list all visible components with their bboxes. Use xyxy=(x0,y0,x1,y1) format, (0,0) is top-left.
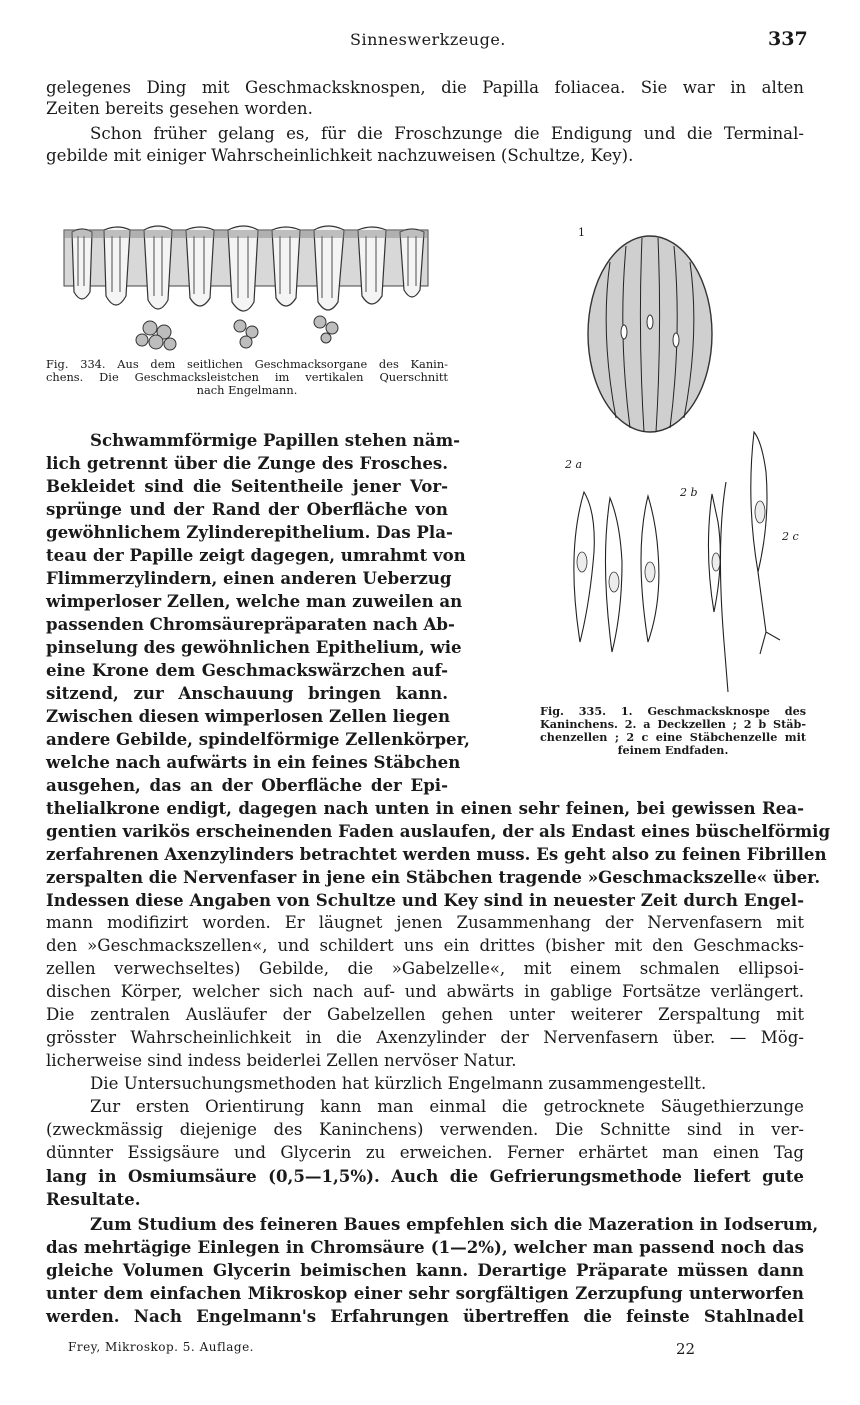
text-line: grösster Wahrscheinlichkeit in die Axenzylinder der Nervenfasern über. — Mög- xyxy=(46,1028,804,1047)
footer-source: Frey, Mikroskop. 5. Auflage. xyxy=(68,1340,254,1354)
text-line: den »Geschmackszellen«, und schildert uns ein drittes (bisher mit den Geschmacks- xyxy=(46,936,804,955)
text-line: gebilde mit einiger Wahrscheinlichkeit nachzuweisen (Schultze, Key). xyxy=(46,146,634,165)
caption-line: Kaninchens. 2. a Deckzellen ; 2 b Stäb- xyxy=(540,717,806,731)
figure-335-label-2b: 2 b xyxy=(680,486,698,499)
text-line: sprünge und der Rand der Oberfläche von xyxy=(46,499,448,519)
text-line: Zeiten bereits gesehen worden. xyxy=(46,99,313,118)
text-line: Flimmerzylindern, einen anderen Ueberzug xyxy=(46,568,452,588)
text-line: werden. Nach Engelmann's Erfahrungen übertreffen die feinste Stahlnadel xyxy=(46,1306,804,1326)
text-line: gleiche Volumen Glycerin beimischen kann. Derartige Präparate müssen dann xyxy=(46,1260,804,1280)
caption-line: chens. Die Geschmacksleistchen im vertikalen Querschnitt xyxy=(46,370,448,384)
running-head xyxy=(0,30,860,54)
text-line: (zweckmässig diejenige des Kaninchens) verwenden. Die Schnitte sind in ver- xyxy=(46,1120,804,1139)
text-line: Bekleidet sind die Seitentheile jener Vor- xyxy=(46,476,448,496)
text-line: passenden Chromsäurepräparaten nach Ab- xyxy=(46,614,455,634)
text-line: Zum Studium des feineren Baues empfehlen sich die Mazeration in Iodserum, xyxy=(90,1214,819,1234)
text-line: lang in Osmiumsäure (0,5—1,5%). Auch die Gefrierungsmethode liefert gute xyxy=(46,1166,804,1186)
text-line: Resultate. xyxy=(46,1189,141,1209)
footer-signature: 22 xyxy=(676,1340,696,1358)
caption-line: chenzellen ; 2 c eine Stäbchenzelle mit xyxy=(540,730,806,744)
text-line: lich getrennt über die Zunge des Frosches. xyxy=(46,453,448,473)
page-number: 337 xyxy=(768,28,808,50)
text-line: gentien varikös erscheinenden Faden auslaufen, der als Endast eines büschelförmig xyxy=(46,821,831,841)
text-line: dischen Körper, welcher sich nach auf- und abwärts in gablige Fortsätze verlängert. xyxy=(46,982,804,1001)
figure-335-label-2c: 2 c xyxy=(782,530,799,543)
text-line: gewöhnlichem Zylinderepithelium. Das Pla- xyxy=(46,522,453,542)
text-line: mann modifizirt worden. Er läugnet jenen Zusammenhang der Nervenfasern mit xyxy=(46,913,804,932)
text-line: Die zentralen Ausläufer der Gabelzellen gehen unter weiterer Zerspaltung mit xyxy=(46,1005,804,1024)
text-line: zerspalten die Nervenfaser in jene ein Stäbchen tragende »Geschmackszelle« über. xyxy=(46,867,821,887)
text-line: andere Gebilde, spindelförmige Zellenkörper, xyxy=(46,729,470,749)
text-line: ausgehen, das an der Oberfläche der Epi- xyxy=(46,775,448,795)
caption-line: Fig. 334. Aus dem seitlichen Geschmacksorgane des Kanin- xyxy=(46,357,448,371)
figure-334-illustration xyxy=(60,222,432,354)
text-line: das mehrtägige Einlegen in Chromsäure (1—2%), welcher man passend noch das xyxy=(46,1237,804,1257)
text-line: zerfahrenen Axenzylinders betrachtet werden muss. Es geht also zu feinen Fibrillen xyxy=(46,844,827,864)
text-line: wimperloser Zellen, welche man zuweilen an xyxy=(46,591,463,611)
text-line: Schwammförmige Papillen stehen näm- xyxy=(90,430,461,450)
figure-335-label-1: 1 xyxy=(578,226,585,239)
text-line: Die Untersuchungsmethoden hat kürzlich Engelmann zusammengestellt. xyxy=(90,1074,707,1093)
text-line: teau der Papille zeigt dagegen, umrahmt von xyxy=(46,545,466,565)
text-line: dünnter Essigsäure und Glycerin zu erweichen. Ferner erhärtet man einen Tag xyxy=(46,1143,804,1162)
text-line: Zur ersten Orientirung kann man einmal die getrocknete Säugethierzunge xyxy=(90,1097,804,1116)
text-line: gelegenes Ding mit Geschmacksknospen, die Papilla foliacea. Sie war in alten xyxy=(46,78,804,97)
text-line: licherweise sind indess beiderlei Zellen nervöser Natur. xyxy=(46,1051,517,1070)
text-line: pinselung des gewöhnlichen Epithelium, wie xyxy=(46,637,462,657)
caption-line: feinem Endfaden. xyxy=(617,743,729,757)
figure-335-caption xyxy=(540,705,806,757)
caption-line: Fig. 335. 1. Geschmacksknospe des xyxy=(540,704,806,718)
text-line: thelialkrone endigt, dagegen nach unten in einen sehr feinen, bei gewissen Rea- xyxy=(46,798,804,818)
text-line: zellen verwechseltes) Gebilde, die »Gabelzelle«, mit einem schmalen ellipsoi- xyxy=(46,959,804,978)
text-line: Indessen diese Angaben von Schultze und Key sind in neuester Zeit durch Engel- xyxy=(46,890,804,910)
text-line: sitzend, zur Anschauung bringen kann. xyxy=(46,683,448,703)
running-head-title: Sinneswerkzeuge. xyxy=(350,30,506,49)
text-line: unter dem einfachen Mikroskop einer sehr sorgfältigen Zerzupfung unterworfen xyxy=(46,1283,804,1303)
text-line: eine Krone dem Geschmackswärzchen auf- xyxy=(46,660,448,680)
text-line: welche nach aufwärts in ein feines Stäbchen xyxy=(46,752,461,772)
caption-line: nach Engelmann. xyxy=(196,383,298,397)
figure-335-label-2a: 2 a xyxy=(565,458,583,471)
figure-334-caption xyxy=(46,358,448,397)
text-line: Zwischen diesen wimperlosen Zellen liegen xyxy=(46,706,451,726)
text-line: Schon früher gelang es, für die Froschzunge die Endigung und die Terminal- xyxy=(90,124,804,143)
